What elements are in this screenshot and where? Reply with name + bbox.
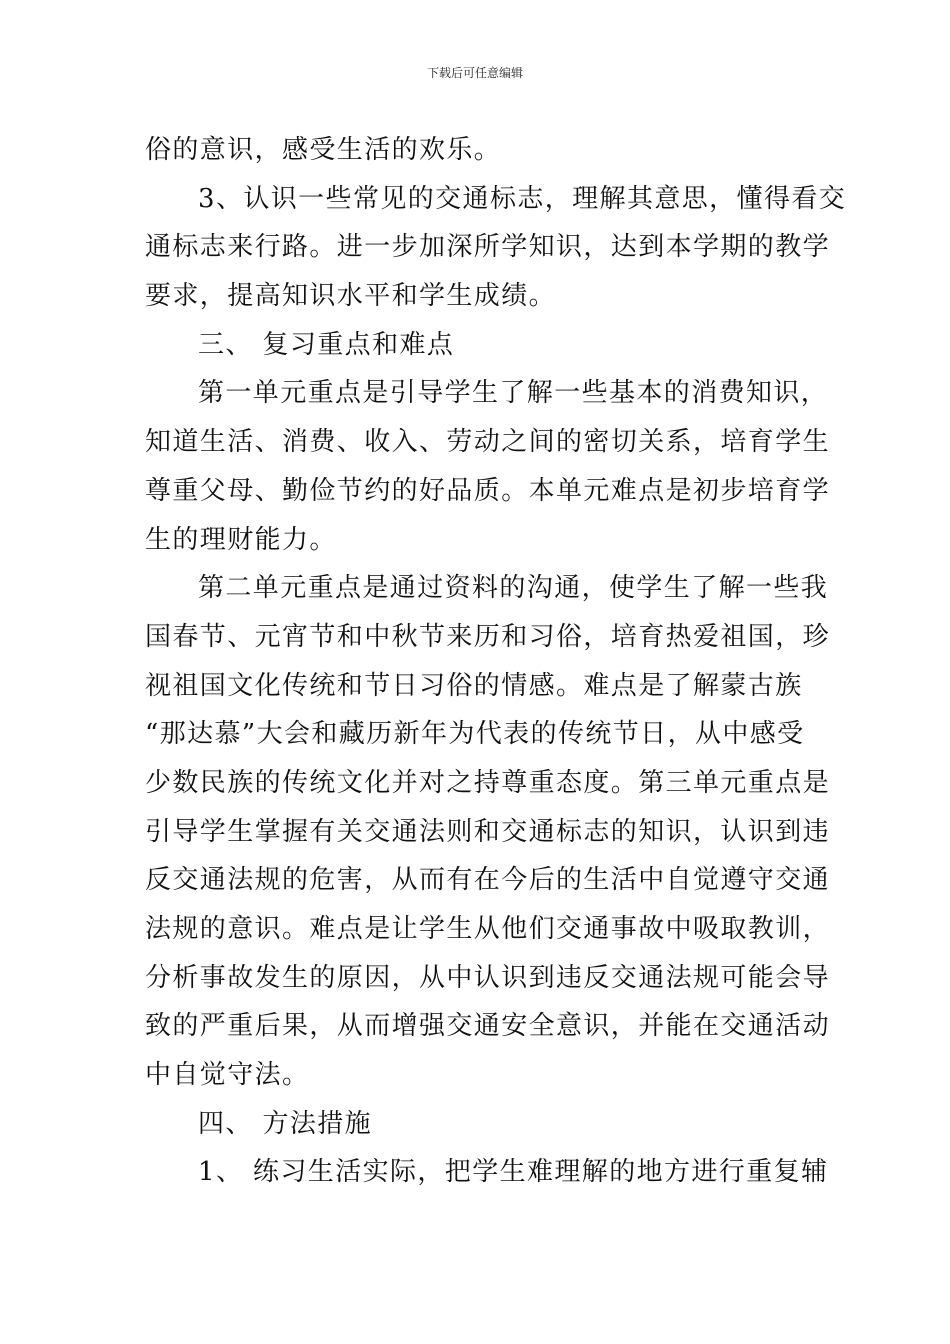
text-line: 3、认识一些常见的交通标志，理解其意思，懂得看交 xyxy=(198,183,847,214)
text-line: 尊重父母、勤俭节约的好品质。本单元难点是初步培育学 xyxy=(145,475,831,506)
text-line: 视祖国文化传统和节日习俗的情感。难点是了解蒙古族 xyxy=(145,670,803,701)
text-line: 第一单元重点是引导学生了解一些基本的消费知识， xyxy=(198,378,829,409)
section-heading: 四、 方法措施 xyxy=(198,1108,373,1139)
section-heading: 三、 复习重点和难点 xyxy=(198,329,455,360)
page-header: 下载后可任意编辑 xyxy=(426,66,523,80)
text-line: 第二单元重点是通过资料的沟通，使学生了解一些我 xyxy=(198,573,829,604)
text-line: 中自觉守法。 xyxy=(145,1060,310,1091)
text-line: 要求，提高知识水平和学生成绩。 xyxy=(145,281,557,312)
text-line: 知道生活、消费、收入、劳动之间的密切关系，培育学生 xyxy=(145,427,831,458)
text-line: 致的严重后果，从而增强交通安全意识，并能在交通活动 xyxy=(145,1011,831,1042)
text-line: 生的理财能力。 xyxy=(145,524,337,555)
text-line: 法规的意识。难点是让学生从他们交通事故中吸取教训， xyxy=(145,914,831,944)
text-line: 通标志来行路。进一步加深所学知识，达到本学期的教学 xyxy=(145,232,831,263)
text-line: 反交通法规的危害，从而有在今后的生活中自觉遵守交通 xyxy=(145,865,831,896)
text-line: “那达慕”大会和藏历新年为代表的传统节日，从中感受 xyxy=(145,719,805,750)
document-body xyxy=(145,126,847,1197)
text-line: 国春节、元宵节和中秋节来历和习俗，培育热爱祖国，珍 xyxy=(145,621,831,652)
text-line: 俗的意识，感受生活的欢乐。 xyxy=(145,135,502,165)
text-line: 少数民族的传统文化并对之持尊重态度。第三单元重点是 xyxy=(145,767,831,798)
text-line: 1、 练习生活实际，把学生难理解的地方进行重复辅 xyxy=(198,1157,829,1188)
text-line: 分析事故发生的原因，从中认识到违反交通法规可能会导 xyxy=(145,962,831,993)
text-line: 引导学生掌握有关交通法则和交通标志的知识，认识到违 xyxy=(145,816,831,847)
